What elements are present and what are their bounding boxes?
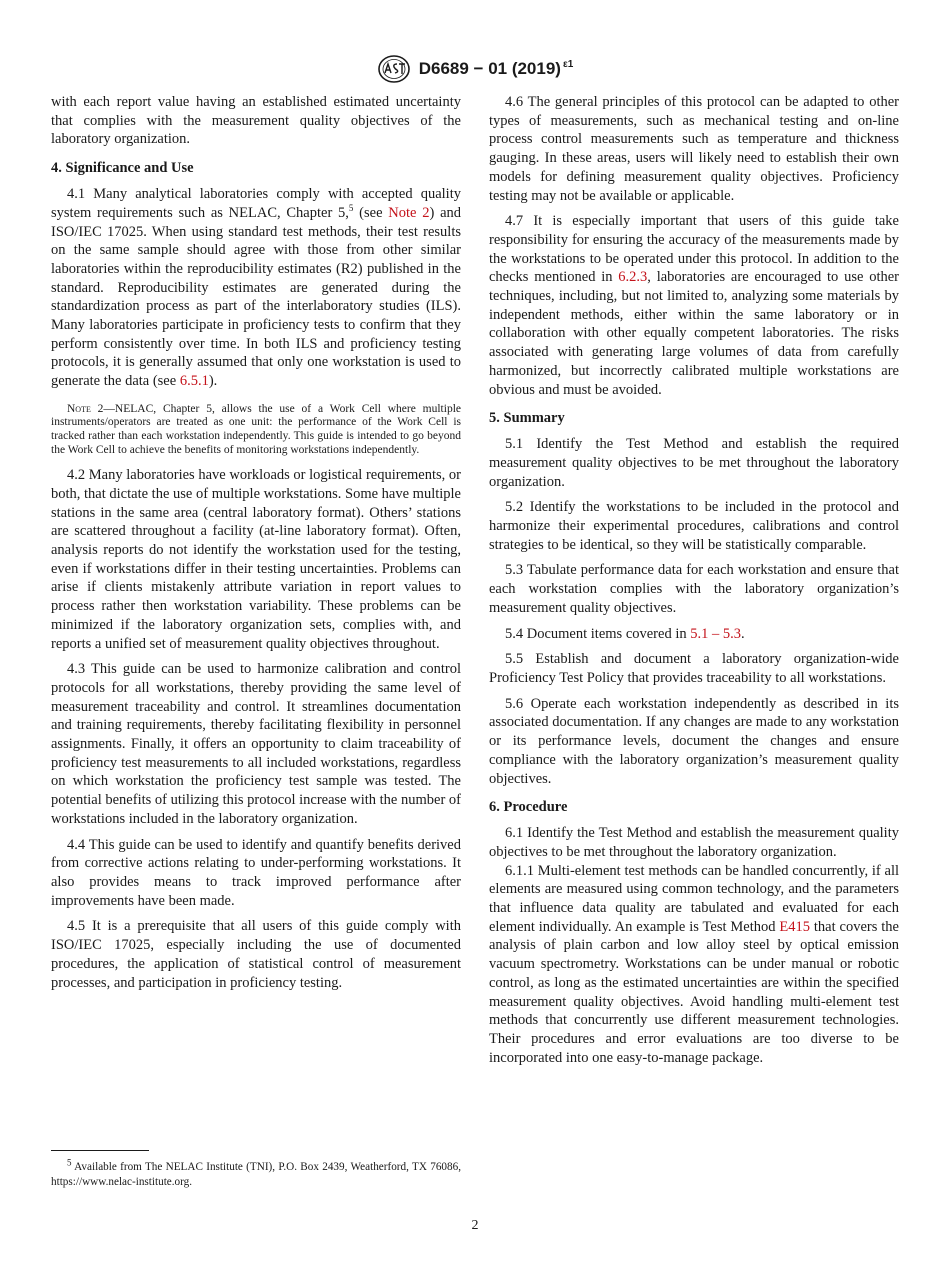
paragraph-5-2: 5.2 Identify the workstations to be included in the protocol and harmonize their experimental procedures, calibrations and control strategies to be identical, so they will be statistically comparable. <box>489 499 899 553</box>
document-designation: D6689 − 01 (2019) $^{\varepsilon 1}$ <box>418 59 574 78</box>
page-number: 2 <box>471 1218 479 1233</box>
paragraph-4-4: 4.4 This guide can be used to identify and quantify benefits derived from corrective actions relating to under-performing workstations. It also provides means to track improved performance after improvements have been made. <box>51 836 461 909</box>
paragraph-4-7: 4.7 It is especially important that users of this guide take responsibility for ensuring the accuracy of the measurements made by the workstations to be operated under this protocol. In addition to the checks mentioned in 6.2.3, laboratories are encouraged to use other techniques, including, but not limited to, analyzing some materials by independent methods, either within the same laboratory or in collaboration with other equally competent laboratories. The risks associated with generating large volumes of data from carefully harmonized, but incorrectly calibrated multiple workstations are obvious and must be avoided. <box>489 213 899 398</box>
paragraph-continued: with each report value having an established estimated uncertainty that complies with the measurement quality objectives of the laboratory organization. <box>51 94 461 148</box>
section-4-heading: 4. Significance and Use <box>51 160 194 177</box>
note-label: Note <box>67 402 91 415</box>
section-5-1-5-3-link[interactable]: 5.1 – 5.3 <box>690 625 741 642</box>
paragraph-4-5: 4.5 It is a prerequisite that all users of this guide comply with ISO/IEC 17025, especially including the use of documented procedures, the application of statistical control of measurement processes, and participation in proficiency testing. <box>51 918 461 991</box>
page-header <box>0 52 950 86</box>
paragraph-4-1: 4.1 Many analytical laboratories comply with accepted quality system requirements such as NELAC, Chapter 5,$^5$ (see Note 2) and ISO/IEC 17025. When using standard test methods, their test results on the same sample should agree with those from other similar laboratories within the reproducibility estimates (R2) published in the standard. Reproducibility estimates are generated during the standardization process as part of the interlaboratory studies (ILS). Many laboratories participate in proficiency tests to confirm that they perform consistently over time. In both ILS and proficiency testing protocols, it is generally assumed that only one workstation is used to generate the data (see 6.5.1). <box>51 186 462 390</box>
section-6-2-3-link[interactable]: 6.2.3 <box>618 269 648 286</box>
astm-logo-icon <box>377 54 411 84</box>
footnote-5: $^5$ Available from The NELAC Institute (TNI), P.O. Box 2439, Weatherford, TX 76086, https://www.nelac-institute.org. <box>51 1157 461 1188</box>
paragraph-4-3: 4.3 This guide can be used to harmonize calibration and control protocols for all workstations, thereby providing the same level of measurement traceability and control. It streamlines documentation and training requirements, thereby facilitating flexibility in personnel assignments. Finally, it offers an opportunity to claim traceability of proficiency test measurements to all included workstations, regardless on which workstation the proficiency test sample was tested. The potential benefits of utilizing this protocol increase with the number of workstations included in the laboratory organization. <box>51 661 461 827</box>
paragraph-5-4: 5.4 Document items covered in 5.1 – 5.3. <box>505 625 745 642</box>
left-column <box>51 93 461 999</box>
paragraph-5-3: 5.3 Tabulate performance data for each workstation and ensure that each workstation complies with the laboratory organization’s measurement quality objectives. <box>489 562 899 616</box>
note-2: Note 2—NELAC, Chapter 5, allows the use of a Work Cell where multiple instruments/operators are treated as one unit: the performance of the Work Cell is tracked rather than each workstation independently. This guide is intended to go beyond the Work Cell to achieve the benefits of monitoring workstations independently. <box>51 402 461 456</box>
note-2-link[interactable]: Note 2 <box>388 204 430 221</box>
footnote-marker: 5 <box>67 1157 72 1168</box>
section-6-5-1-link[interactable]: 6.5.1 <box>179 373 209 390</box>
e415-link[interactable]: E415 <box>779 918 811 935</box>
right-column <box>489 93 899 1074</box>
paragraph-4-6: 4.6 The general principles of this protocol can be adapted to other types of measurements, such as mechanical testing and on-line process control measurements such as temperature and thickness gauging. In these areas, users will likely need to establish their own models for defining measurement quality objectives. Proficiency testing may not be available or applicable. <box>489 94 899 204</box>
paragraph-6-1: 6.1 Identify the Test Method and establish the measurement quality objectives to be met throughout the laboratory organization. <box>489 825 899 860</box>
paragraph-4-2: 4.2 Many laboratories have workloads or logistical requirements, or both, that dictate the use of multiple workstations. Some have multiple stations in the same area (central laboratory format). Others’ stations are scattered throughout a facility (at-line laboratory format). Often, analysis reports do not identify the workstation used for the testing, even if workstations differ in their testing uncertainties. Problems can arise if clients mistakenly attribute variation in report values to process rather then workstation variability. These problems can be minimized if the laboratory organization sets, complies with, and reports a unified set of measurement quality objectives throughout. <box>51 467 461 652</box>
section-6-heading: 6. Procedure <box>489 799 568 816</box>
paragraph-5-1: 5.1 Identify the Test Method and establish the required measurement quality objectives to be met throughout the laboratory organization. <box>489 436 899 490</box>
paragraph-6-1-1: 6.1.1 Multi-element test methods can be handled concurrently, if all elements are measured using common technology, and the parameters that influence data quality are tabulated and evaluated for each element individually. An example is Test Method E415 that covers the analysis of plain carbon and low alloy steel by optical emission vacuum spectrometry. Workstations can be under manual or robotic control, as long as the estimated uncertainties are within the specified measurement quality objectives. Avoid handling multi-element test methods that concurrently use different measurement technologies. Their procedures and error evaluations are too diverse to be incorporated into one easy-to-manage package. <box>489 862 899 1066</box>
paragraph-5-5: 5.5 Establish and document a laboratory organization-wide Proficiency Test Policy that provides traceability to all workstations. <box>489 651 899 686</box>
epsilon-superscript: ε1 <box>562 59 574 71</box>
section-5-heading: 5. Summary <box>489 410 565 427</box>
paragraph-5-6: 5.6 Operate each workstation independently as described in its associated documentation. If any changes are made to any workstation or its performance levels, document the changes and ensure compliance with the laboratory organization’s measurement quality objectives. <box>489 695 899 787</box>
footnote-divider <box>51 1150 149 1151</box>
footnote-ref-5[interactable]: 5 <box>348 202 354 213</box>
